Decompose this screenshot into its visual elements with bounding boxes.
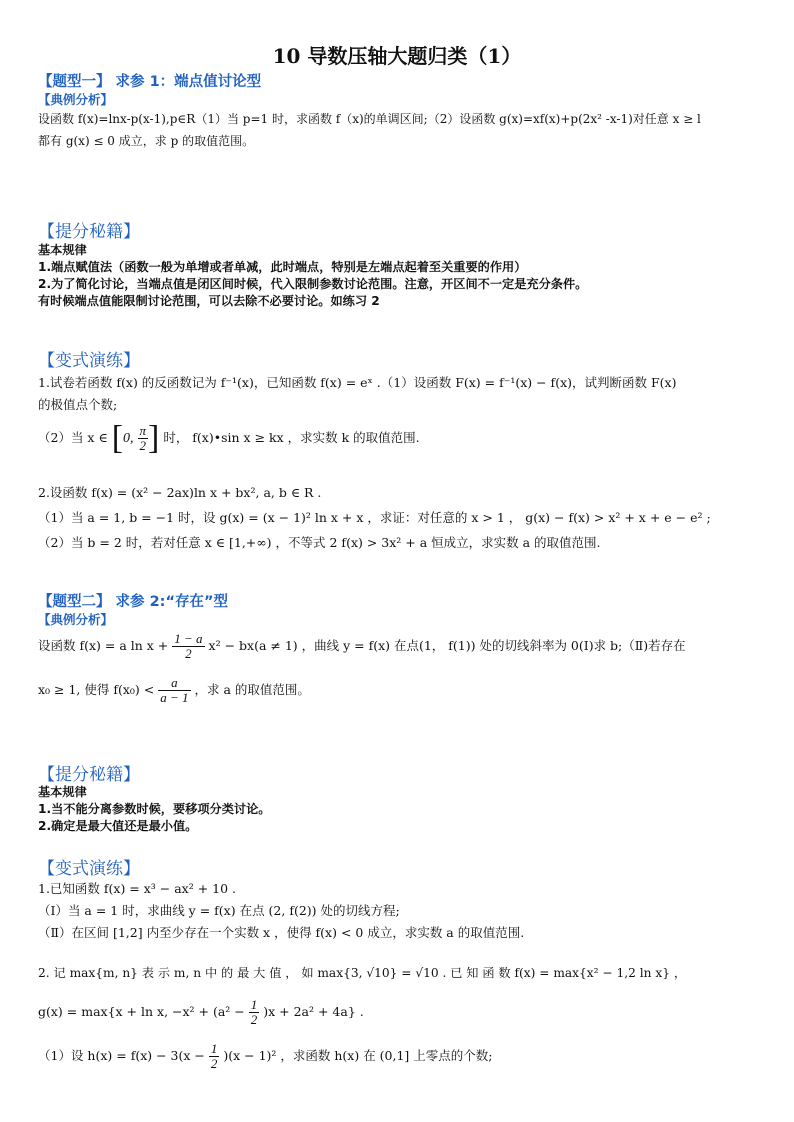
fraction: $\frac{a}{a - 1}$ bbox=[160, 675, 189, 705]
practice1-question bbox=[38, 372, 758, 416]
practice3-question bbox=[38, 878, 758, 944]
section1-heading: 【题型一】 求参 1：端点值讨论型 bbox=[38, 74, 262, 90]
pi-over-two: $\frac{\pi}{2}$ bbox=[139, 423, 147, 453]
practice1-line1b: 的极值点个数; bbox=[38, 397, 118, 412]
rule-title: 基本规律 bbox=[38, 243, 87, 257]
rule-item: 2.为了简化讨论，当端点值是闭区间时候，代入限制参数讨论范围。注意，开区间不一定是充分条件。 bbox=[38, 277, 588, 291]
practice3-line3: （Ⅱ）在区间 [1,2] 内至少存在一个实数 x ，使得 f(x) < 0 成立，求实数 a 的取值范围. bbox=[38, 925, 525, 940]
section2-analysis-label: 【典例分析】 bbox=[38, 612, 114, 627]
section1-analysis-label: 【典例分析】 bbox=[38, 92, 114, 107]
practice2-line3: （2）当 b = 2 时，若对任意 x ∈ [1,+∞) ，不等式 2 f(x) > 3x² + a 恒成立，求实数 a 的取值范围. bbox=[38, 535, 601, 550]
practice2-line2: （1）当 a = 1, b = −1 时，设 g(x) = (x − 1)² ln x + x ，求证：对任意的 x > 1 ， g(x) − f(x) > x² + x + e − e² ; bbox=[38, 510, 711, 525]
section1-tip-heading: 【提分秘籍】 bbox=[38, 222, 140, 242]
section2-example-line1: 设函数 f(x) = a ln x + $\frac{1 - a}{2}$ x² − bx(a ≠ 1) ，曲线 y = f(x) 在点(1， f(1)) 处的切线斜率为 0(Ⅰ)求 b;（Ⅱ)若存在 bbox=[38, 631, 686, 661]
practice2-line1: 2.设函数 f(x) = (x² − 2ax)ln x + bx², a, b ∈ R . bbox=[38, 485, 322, 500]
practice1-line1: 1.试卷若函数 f(x) 的反函数记为 f⁻¹(x)，已知函数 f(x) = eˣ .（1）设函数 F(x) = f⁻¹(x) − f(x)，试判断函数 F(x) bbox=[38, 375, 677, 390]
practice4-line2: g(x) = max{x + ln x, −x² + (a² − $\frac{1}{2}$ )x + 2a² + 4a} . bbox=[38, 997, 364, 1027]
section1-example-line2: 都有 g(x) ≤ 0 成立，求 p 的取值范围。 bbox=[38, 134, 255, 148]
section1-example-line1: 设函数 f(x)=lnx-p(x-1),p∈R（1）当 p=1 时，求函数 f（x)的单调区间;（2）设函数 g(x)=xf(x)+p(2x² -x-1)对任意 x ≥ l bbox=[38, 112, 701, 126]
rule-item: 2.确定是最大值还是最小值。 bbox=[38, 819, 198, 833]
rule-title: 基本规律 bbox=[38, 785, 87, 799]
section2-practice-heading: 【变式演练】 bbox=[38, 859, 140, 879]
fraction: $\frac{1}{2}$ bbox=[250, 997, 258, 1027]
section2-rules bbox=[38, 784, 758, 835]
section1-practice-heading: 【变式演练】 bbox=[38, 351, 140, 371]
section2-example-line2: x₀ ≥ 1, 使得 f(x₀) < $\frac{a}{a - 1}$ ，求 a 的取值范围。 bbox=[38, 675, 310, 705]
section1-rules bbox=[38, 242, 758, 310]
rule-item: 1.端点赋值法（函数一般为单增或者单减，此时端点，特别是左端点起着至关重要的作用） bbox=[38, 260, 527, 274]
page-title: 10 导数压轴大题归类（1） bbox=[272, 44, 522, 68]
practice1-part2-suffix: 时， f(x)•sin x ≥ kx ，求实数 k 的取值范围. bbox=[163, 430, 420, 445]
fraction: $\frac{1}{2}$ bbox=[210, 1041, 218, 1071]
rule-item: 1.当不能分离参数时候，要移项分类讨论。 bbox=[38, 802, 271, 816]
practice1-part2: （2）当 x ∈ [0, $\frac{\pi}{2}$ ] 时， f(x)•sin x ≥ kx ，求实数 k 的取值范围. bbox=[38, 419, 420, 457]
section1-example bbox=[38, 108, 758, 152]
practice3-line1: 1.已知函数 f(x) = x³ − ax² + 10 . bbox=[38, 881, 237, 896]
practice1-part2-prefix: （2）当 x ∈ bbox=[38, 430, 108, 445]
section2-tip-heading: 【提分秘籍】 bbox=[38, 765, 140, 785]
interval-left: 0, bbox=[123, 431, 134, 446]
section2-heading: 【题型二】 求参 2:“存在”型 bbox=[38, 594, 229, 610]
practice3-line2: （Ⅰ）当 a = 1 时，求曲线 y = f(x) 在点 (2, f(2)) 处的切线方程; bbox=[38, 903, 400, 918]
practice4-line3: （1）设 h(x) = f(x) − 3(x − $\frac{1}{2}$ )(x − 1)² ，求函数 h(x) 在 (0,1] 上零点的个数; bbox=[38, 1041, 493, 1071]
fraction: $\frac{1 - a}{2}$ bbox=[174, 631, 203, 661]
practice2-question bbox=[38, 480, 758, 555]
rule-item: 有时候端点值能限制讨论范围，可以去除不必要讨论。如练习 2 bbox=[38, 294, 380, 308]
practice4-line1: 2. 记 max{m, n} 表 示 m, n 中 的 最 大 值 ， 如 max{3, √10} = √10 . 已 知 函 数 f(x) = max{x² − 1,2 ln x} ， bbox=[38, 966, 687, 980]
